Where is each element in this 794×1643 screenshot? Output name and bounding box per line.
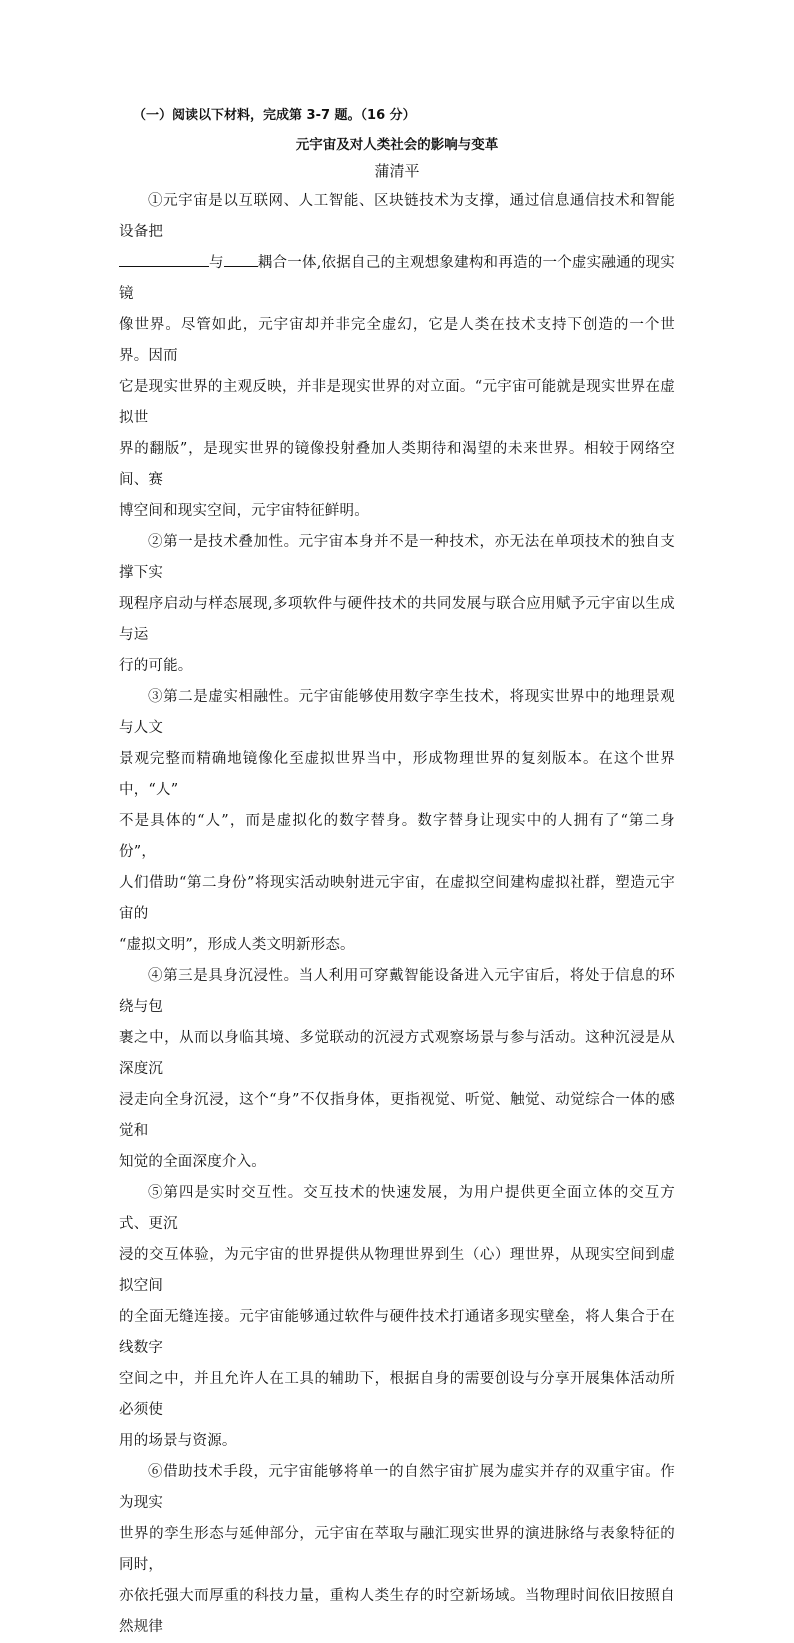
paragraph-6 xyxy=(119,1457,675,1643)
article-title: 元宇宙及对人类社会的影响与变革 xyxy=(295,137,499,153)
p5-line-4: 空间之中，并且允许人在工具的辅助下，根据自身的需要创设与分享开展集体活动所必须使 xyxy=(119,1371,675,1418)
p4-line-3: 浸走向全身沉浸，这个“身”不仅指身体，更指视觉、听觉、触觉、动觉综合一体的感觉和 xyxy=(119,1092,675,1139)
document-page xyxy=(119,104,675,1643)
p4-line-2: 裹之中，从而以身临其境、多觉联动的沉浸方式观察场景与参与活动。这种沉浸是从深度沉 xyxy=(119,1030,675,1077)
p3-line-1: ③第二是虚实相融性。元宇宙能够使用数字孪生技术，将现实世界中的地理景观与人文 xyxy=(119,689,675,736)
paragraph-1 xyxy=(119,186,675,527)
p3-line-3: 不是具体的“人”，而是虚拟化的数字替身。数字替身让现实中的人拥有了“第二身份”， xyxy=(119,813,675,860)
p6-line-1: ⑥借助技术手段，元宇宙能够将单一的自然宇宙扩展为虚实并存的双重宇宙。作为现实 xyxy=(119,1464,675,1511)
p4-line-1: ④第三是具身沉浸性。当人利用可穿戴智能设备进入元宇宙后，将处于信息的环绕与包 xyxy=(119,968,675,1015)
p1-line-2a: 与 xyxy=(209,255,224,271)
p2-line-3: 行的可能。 xyxy=(119,658,193,674)
paragraph-3 xyxy=(119,682,675,961)
p1-line-3: 像世界。尽管如此，元宇宙却并非完全虚幻，它是人类在技术支持下创造的一个世界。因而 xyxy=(119,317,675,364)
p4-line-4: 知觉的全面深度介入。 xyxy=(119,1154,266,1170)
p1-line-5: 界的翻版”，是现实世界的镜像投射叠加人类期待和渴望的未来世界。相较于网络空间、赛 xyxy=(119,441,675,488)
p1-line-6: 博空间和现实空间，元宇宙特征鲜明。 xyxy=(119,503,369,519)
p6-line-2: 世界的孪生形态与延伸部分，元宇宙在萃取与融汇现实世界的演进脉络与表象特征的同时， xyxy=(119,1526,675,1573)
p5-line-5: 用的场景与资源。 xyxy=(119,1433,237,1449)
article-author: 蒲清平 xyxy=(374,162,420,180)
paragraph-4 xyxy=(119,961,675,1178)
p5-line-3: 的全面无缝连接。元宇宙能够通过软件与硬件技术打通诸多现实壁垒，将人集合于在线数字 xyxy=(119,1309,675,1356)
p3-line-2: 景观完整而精确地镜像化至虚拟世界当中，形成物理世界的复刻版本。在这个世界中，“人” xyxy=(119,751,675,798)
p1-line-4: 它是现实世界的主观反映，并非是现实世界的对立面。“元宇宙可能就是现实世界在虚拟世 xyxy=(119,379,675,426)
p5-line-2: 浸的交互体验，为元宇宙的世界提供从物理世界到生（心）理世界，从现实空间到虚拟空间 xyxy=(119,1247,675,1294)
fill-blank-1[interactable] xyxy=(119,249,209,267)
p2-line-2: 现程序启动与样态展现,多项软件与硬件技术的共同发展与联合应用赋予元宇宙以生成与运 xyxy=(119,596,675,643)
p3-line-5: “虚拟文明”，形成人类文明新形态。 xyxy=(119,937,355,953)
p5-line-1: ⑤第四是实时交互性。交互技术的快速发展，为用户提供更全面立体的交互方式、更沉 xyxy=(119,1185,675,1232)
fill-blank-2[interactable] xyxy=(224,249,258,267)
p2-line-1: ②第一是技术叠加性。元宇宙本身并不是一种技术，亦无法在单项技术的独自支撑下实 xyxy=(119,534,675,581)
paragraph-5 xyxy=(119,1178,675,1457)
p6-line-3: 亦依托强大而厚重的科技力量，重构人类生存的时空新场域。当物理时间依旧按照自然规律 xyxy=(119,1588,675,1635)
section-heading: （一）阅读以下材料，完成第 3-7 题。（16 分） xyxy=(133,108,416,123)
paragraph-2 xyxy=(119,527,675,682)
p1-line-1: ①元宇宙是以互联网、人工智能、区块链技术为支撑，通过信息通信技术和智能设备把 xyxy=(119,193,675,240)
p3-line-4: 人们借助“第二身份”将现实活动映射进元宇宙，在虚拟空间建构虚拟社群，塑造元宇宙的 xyxy=(119,875,675,922)
p1-line-2b: 耦合一体,依据自己的主观想象建构和再造的一个虚实融通的现实镜 xyxy=(119,255,675,302)
